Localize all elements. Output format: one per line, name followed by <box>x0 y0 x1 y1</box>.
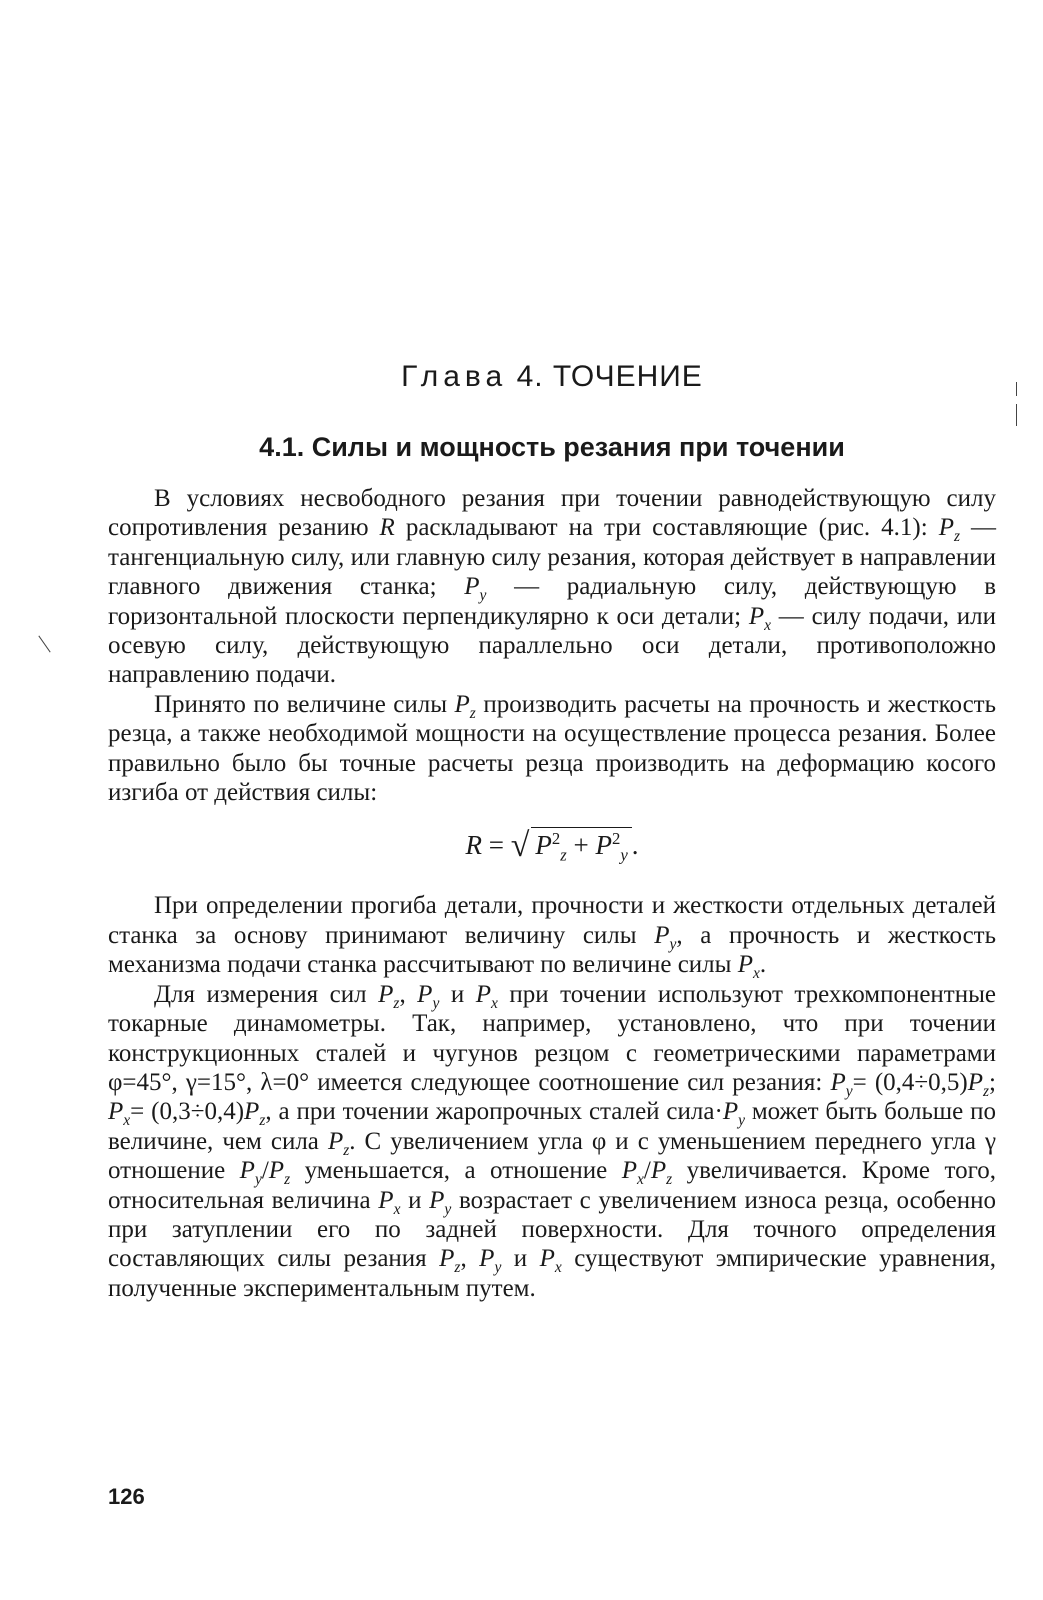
text-run: — силу подачи, или осевую силу, действующую параллельно оси детали, противоположно направлению подачи. <box>108 602 996 689</box>
text-run: и <box>439 980 476 1008</box>
scan-mark <box>38 636 50 653</box>
subscript: y <box>620 845 628 865</box>
subscript: z <box>469 704 476 722</box>
text-run: и <box>400 1186 430 1214</box>
text-run: / <box>643 1157 651 1185</box>
book-page <box>108 0 996 1600</box>
symbol-P: P <box>621 1157 637 1185</box>
formula-period: . <box>631 830 639 861</box>
text-run: В условиях несвободного резания при точении равнодействующую силу сопротивления резанию <box>108 485 996 542</box>
body-text <box>108 484 996 1303</box>
symbol-P: P <box>748 602 765 630</box>
paragraph-4 <box>108 980 996 1303</box>
text-run: , <box>460 1245 480 1273</box>
subscript: x <box>123 1112 131 1130</box>
symbol-P: P <box>268 1157 285 1185</box>
text-run: ; <box>989 1068 996 1096</box>
text-run: . С увеличением угла φ и с уменьшением переднего угла γ отношение <box>108 1127 996 1185</box>
symbol-P: P <box>239 1157 255 1185</box>
text-run: возрастает с увеличением износа резца, особенно при затуплении его по задней поверхности. Для точного определения составляющих силы резания <box>108 1186 996 1273</box>
text-run: / <box>261 1157 269 1185</box>
symbol-P: P <box>650 1157 667 1185</box>
symbol-P: P <box>454 690 470 718</box>
subscript: z <box>343 1141 350 1159</box>
symbol-P: P <box>595 830 612 861</box>
subscript: y <box>494 1259 502 1277</box>
symbol-P: P <box>535 830 552 861</box>
chapter-prefix: Глава <box>401 360 508 393</box>
text-run: при точении используют трехкомпонентные токарные динамометры. Так, например, установлено, что при точении конструкционных сталей и чугунов резцом с геометрическими параметрами φ=45°, γ=15°, λ=0° имеется следующее соотношение сил резания: <box>108 980 996 1096</box>
text-run: Принято по величине силы <box>154 690 455 718</box>
subscript: z <box>666 1171 673 1189</box>
subscript: x <box>764 616 772 634</box>
radicand <box>531 827 631 865</box>
formula-equals: = <box>488 830 504 861</box>
symbol-P: P <box>539 1245 555 1273</box>
text-run: раскладывают на три составляющие (рис. 4.1): <box>394 514 939 542</box>
text-run: , <box>399 980 418 1008</box>
subscript: y <box>479 587 487 605</box>
symbol-P: P <box>244 1098 260 1126</box>
subscript: x <box>554 1259 562 1277</box>
text-run: производить расчеты на прочность и жесткость резца, а также необходимой мощности на осуществление процесса резания. Более правильно было бы точные расчеты резца производить на деформацию косого изгиба от действия силы: <box>108 690 996 807</box>
text-run: увеличивается. Кроме того, относительная величина <box>108 1157 996 1214</box>
symbol-P: P <box>938 514 954 542</box>
subscript: y <box>444 1200 452 1218</box>
subscript: y <box>254 1171 262 1189</box>
text-run: Для измерения сил <box>154 980 379 1008</box>
text-run: = (0,4÷0,5) <box>852 1068 968 1096</box>
subscript: z <box>284 1171 291 1189</box>
subscript: z <box>560 845 567 865</box>
symbol-P: P <box>327 1127 344 1155</box>
symbol-P: P <box>967 1068 983 1096</box>
chapter-heading <box>108 360 996 394</box>
chapter-title: 4. ТОЧЕНИЕ <box>516 360 703 393</box>
scan-mark <box>1016 382 1017 396</box>
formula <box>108 823 996 867</box>
symbol-P: P <box>378 1186 394 1214</box>
text-run: = (0,3÷0,4) <box>130 1098 245 1126</box>
formula-lhs: R <box>465 830 482 861</box>
text-run: и <box>501 1245 540 1273</box>
symbol-P: P <box>417 980 433 1008</box>
scan-mark <box>1016 404 1017 426</box>
symbol-P: P <box>654 921 670 949</box>
subscript: x <box>490 994 498 1012</box>
text-run: , а прочность и жесткость механизма подачи станка рассчитывают по величине силы <box>108 921 997 979</box>
text-run: существуют эмпирические уравнения, полученные экспериментальным путем. <box>108 1245 997 1302</box>
text-run: может быть больше по величине, чем сила <box>108 1098 996 1155</box>
subscript: x <box>393 1200 401 1218</box>
text-run: , а при точении жаропрочных сталей сила· <box>265 1098 723 1126</box>
superscript: 2 <box>611 829 621 849</box>
subscript: y <box>432 994 440 1012</box>
subscript: x <box>636 1171 644 1189</box>
symbol-P: P <box>464 573 480 601</box>
symbol-P: P <box>479 1245 495 1273</box>
subscript: y <box>669 935 677 953</box>
paragraph-3 <box>108 891 997 983</box>
text-run: . <box>759 951 767 979</box>
symbol-R: R <box>379 514 395 542</box>
symbol-P: P <box>737 951 753 979</box>
subscript: z <box>393 994 400 1012</box>
subscript: z <box>259 1112 266 1130</box>
symbol-P: P <box>108 1098 124 1126</box>
subscript: y <box>738 1112 745 1130</box>
page-number: 126 <box>108 1484 145 1509</box>
subscript: y <box>845 1082 853 1100</box>
text-run: При определении прогиба детали, прочности и жесткости отдельных деталей станка за основу принимают величину силы <box>108 892 996 949</box>
symbol-P: P <box>722 1098 739 1126</box>
symbol-P: P <box>475 980 491 1008</box>
subscript: z <box>953 528 961 546</box>
text-run: — радиальную силу, действующую в горизонтальной плоскости перпендикулярно к оси детали; <box>108 573 996 630</box>
text-run: уменьшается, а отношение <box>290 1157 622 1185</box>
symbol-P: P <box>439 1245 455 1273</box>
symbol-P: P <box>429 1186 445 1214</box>
symbol-P: P <box>830 1068 846 1096</box>
text-run: — тангенциальную силу, или главную силу резания, которая действует в направлении главного движения станка; <box>108 514 997 601</box>
paragraph-2 <box>108 690 996 808</box>
subscript: x <box>752 965 760 983</box>
superscript: 2 <box>551 829 561 849</box>
subscript: z <box>982 1082 990 1100</box>
paragraph-1 <box>108 484 996 690</box>
formula-plus: + <box>573 830 589 861</box>
radical-sign: √ <box>510 827 530 865</box>
subscript: z <box>454 1259 461 1277</box>
symbol-P: P <box>378 980 394 1008</box>
section-heading: 4.1. Силы и мощность резания при точении <box>259 432 845 462</box>
